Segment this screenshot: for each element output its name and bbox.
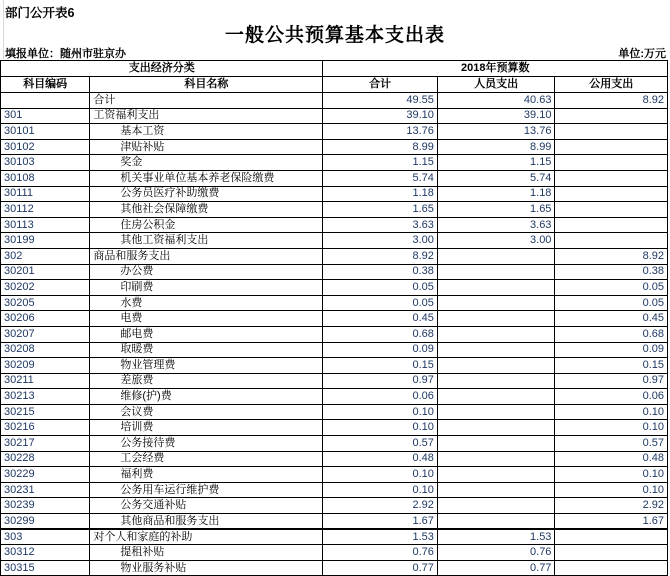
cell-total: 2.92 (323, 498, 438, 514)
cell-public (555, 155, 668, 171)
cell-code: 30206 (1, 311, 90, 327)
cell-total: 3.00 (323, 233, 438, 249)
cell-name: 电费 (90, 311, 323, 327)
cell-personnel: 1.65 (437, 202, 555, 218)
table-row (1, 186, 668, 202)
table-row (1, 342, 668, 358)
cell-name: 公务用车运行维护费 (90, 482, 323, 498)
cell-name: 福利费 (90, 467, 323, 483)
cell-code: 303 (1, 529, 90, 545)
cell-personnel (437, 389, 555, 405)
cell-personnel: 13.76 (437, 124, 555, 140)
cell-personnel (437, 358, 555, 374)
cell-total: 0.15 (323, 358, 438, 374)
cell-name: 基本工资 (90, 124, 323, 140)
cell-total: 0.05 (323, 280, 438, 296)
cell-total: 0.10 (323, 467, 438, 483)
cell-public: 0.48 (555, 451, 668, 467)
cell-public: 0.06 (555, 389, 668, 405)
cell-total: 0.10 (323, 404, 438, 420)
cell-personnel (437, 342, 555, 358)
cell-public: 0.10 (555, 482, 668, 498)
cell-code: 30112 (1, 202, 90, 218)
cell-code: 30228 (1, 451, 90, 467)
cell-name: 办公费 (90, 264, 323, 280)
cell-code: 30209 (1, 358, 90, 374)
header-group-classification: 支出经济分类 (1, 61, 323, 77)
cell-public (555, 108, 668, 124)
cell-total: 5.74 (323, 170, 438, 186)
table-row (1, 326, 668, 342)
cell-name: 奖金 (90, 155, 323, 171)
cell-public (555, 233, 668, 249)
table-row (1, 108, 668, 124)
cell-name: 邮电费 (90, 326, 323, 342)
cell-total: 39.10 (323, 108, 438, 124)
cell-personnel: 40.63 (437, 93, 555, 109)
cell-total: 1.67 (323, 514, 438, 530)
table-row (1, 451, 668, 467)
cell-public: 0.10 (555, 467, 668, 483)
cell-name: 其他社会保障缴费 (90, 202, 323, 218)
cell-name: 商品和服务支出 (90, 248, 323, 264)
cell-code: 30205 (1, 295, 90, 311)
cell-personnel: 8.99 (437, 139, 555, 155)
cell-code: 30202 (1, 280, 90, 296)
cell-personnel (437, 420, 555, 436)
cell-public: 0.10 (555, 420, 668, 436)
table-row (1, 420, 668, 436)
cell-public: 2.92 (555, 498, 668, 514)
cell-name: 物业管理费 (90, 358, 323, 374)
table-row (1, 124, 668, 140)
table-row (1, 389, 668, 405)
cell-public (555, 170, 668, 186)
cell-total: 0.10 (323, 420, 438, 436)
cell-public (555, 202, 668, 218)
table-row (1, 170, 668, 186)
cell-code: 30215 (1, 404, 90, 420)
table-row (1, 202, 668, 218)
cell-public: 0.68 (555, 326, 668, 342)
cell-total: 0.10 (323, 482, 438, 498)
cell-personnel (437, 451, 555, 467)
cell-code: 30113 (1, 217, 90, 233)
table-body (1, 93, 668, 576)
cell-total: 8.92 (323, 248, 438, 264)
page-title: 一般公共预算基本支出表 (224, 25, 445, 46)
header-col-name: 科目名称 (90, 77, 323, 93)
cell-personnel: 1.18 (437, 186, 555, 202)
cell-personnel (437, 311, 555, 327)
cell-public: 8.92 (555, 93, 668, 109)
cell-public (555, 186, 668, 202)
cell-name: 对个人和家庭的补助 (90, 529, 323, 545)
cell-public: 0.57 (555, 436, 668, 452)
cell-code: 30216 (1, 420, 90, 436)
table-row (1, 93, 668, 109)
cell-public: 8.92 (555, 248, 668, 264)
table-row (1, 295, 668, 311)
cell-code: 30208 (1, 342, 90, 358)
table-row (1, 248, 668, 264)
cell-personnel (437, 373, 555, 389)
cell-code (1, 93, 90, 109)
cell-total: 0.97 (323, 373, 438, 389)
cell-public: 0.10 (555, 404, 668, 420)
cell-name: 培训费 (90, 420, 323, 436)
cell-code: 30229 (1, 467, 90, 483)
cell-total: 0.05 (323, 295, 438, 311)
header-col-code: 科目编码 (1, 77, 90, 93)
cell-code: 30312 (1, 545, 90, 561)
cell-personnel: 0.76 (437, 545, 555, 561)
cell-code: 30211 (1, 373, 90, 389)
cell-total: 0.76 (323, 545, 438, 561)
corner-table-label: 部门公开表6 (5, 6, 75, 20)
cell-name: 公务交通补贴 (90, 498, 323, 514)
cell-personnel (437, 295, 555, 311)
table-row (1, 217, 668, 233)
cell-personnel (437, 404, 555, 420)
header-group-row (1, 61, 668, 77)
cell-name: 工会经费 (90, 451, 323, 467)
cell-code: 30315 (1, 560, 90, 576)
cell-total: 1.53 (323, 529, 438, 545)
cell-code: 30217 (1, 436, 90, 452)
cell-name: 物业服务补贴 (90, 560, 323, 576)
cell-code: 30102 (1, 139, 90, 155)
cell-name: 印刷费 (90, 280, 323, 296)
cell-total: 1.18 (323, 186, 438, 202)
cell-code: 301 (1, 108, 90, 124)
cell-public: 0.05 (555, 295, 668, 311)
cell-name: 其他工资福利支出 (90, 233, 323, 249)
cell-total: 0.68 (323, 326, 438, 342)
cell-name: 水费 (90, 295, 323, 311)
cell-name: 其他商品和服务支出 (90, 514, 323, 530)
table-row (1, 436, 668, 452)
table-row (1, 155, 668, 171)
cell-code: 30239 (1, 498, 90, 514)
budget-table (0, 60, 668, 576)
cell-personnel (437, 498, 555, 514)
cell-name: 取暖费 (90, 342, 323, 358)
cell-public (555, 217, 668, 233)
cell-code: 30103 (1, 155, 90, 171)
cell-personnel (437, 514, 555, 530)
cell-personnel (437, 467, 555, 483)
cell-total: 1.15 (323, 155, 438, 171)
cell-name: 津贴补贴 (90, 139, 323, 155)
cell-total: 49.55 (323, 93, 438, 109)
cell-code: 30299 (1, 514, 90, 530)
cell-total: 0.77 (323, 560, 438, 576)
cell-total: 13.76 (323, 124, 438, 140)
cell-public: 1.67 (555, 514, 668, 530)
cell-name: 合计 (90, 93, 323, 109)
cell-public (555, 529, 668, 545)
cell-total: 0.09 (323, 342, 438, 358)
table-row (1, 482, 668, 498)
cell-name: 住房公积金 (90, 217, 323, 233)
cell-personnel (437, 436, 555, 452)
cell-total: 3.63 (323, 217, 438, 233)
reporting-unit-label: 填报单位：随州市驻京办 (5, 48, 126, 60)
table-row (1, 498, 668, 514)
cell-name: 工资福利支出 (90, 108, 323, 124)
cell-public: 0.09 (555, 342, 668, 358)
cell-total: 8.99 (323, 139, 438, 155)
header-col-public: 公用支出 (555, 77, 668, 93)
header-col-total: 合计 (323, 77, 438, 93)
cell-personnel: 0.77 (437, 560, 555, 576)
unit-note-label: 单位:万元 (618, 48, 666, 60)
cell-name: 维修(护)费 (90, 389, 323, 405)
table-row (1, 404, 668, 420)
cell-code: 30207 (1, 326, 90, 342)
table-row (1, 139, 668, 155)
cell-total: 0.38 (323, 264, 438, 280)
cell-public: 0.15 (555, 358, 668, 374)
table-row (1, 514, 668, 530)
cell-personnel (437, 326, 555, 342)
cell-code: 30201 (1, 264, 90, 280)
cell-code: 30101 (1, 124, 90, 140)
cell-name: 公务员医疗补助缴费 (90, 186, 323, 202)
cell-public: 0.38 (555, 264, 668, 280)
cell-name: 差旅费 (90, 373, 323, 389)
table-row (1, 529, 668, 545)
cell-personnel: 3.00 (437, 233, 555, 249)
cell-total: 0.06 (323, 389, 438, 405)
cell-name: 机关事业单位基本养老保险缴费 (90, 170, 323, 186)
header-group-budget: 2018年预算数 (323, 61, 668, 77)
cell-personnel: 1.15 (437, 155, 555, 171)
cell-code: 30231 (1, 482, 90, 498)
cell-public (555, 124, 668, 140)
cell-total: 1.65 (323, 202, 438, 218)
cell-personnel (437, 248, 555, 264)
table-header (1, 61, 668, 93)
cell-name: 提租补贴 (90, 545, 323, 561)
table-row (1, 467, 668, 483)
cell-personnel: 1.53 (437, 529, 555, 545)
header-columns-row (1, 77, 668, 93)
table-row (1, 545, 668, 561)
cell-code: 30108 (1, 170, 90, 186)
cell-name: 公务接待费 (90, 436, 323, 452)
cell-personnel (437, 264, 555, 280)
table-row (1, 280, 668, 296)
cell-total: 0.48 (323, 451, 438, 467)
cell-code: 30213 (1, 389, 90, 405)
meta-row (0, 45, 670, 61)
table-row (1, 233, 668, 249)
cell-code: 30199 (1, 233, 90, 249)
cell-personnel: 5.74 (437, 170, 555, 186)
table-row (1, 264, 668, 280)
header-col-personnel: 人员支出 (437, 77, 555, 93)
table-row (1, 373, 668, 389)
cell-total: 0.45 (323, 311, 438, 327)
cell-code: 302 (1, 248, 90, 264)
cell-total: 0.57 (323, 436, 438, 452)
cell-public: 0.45 (555, 311, 668, 327)
cell-public: 0.05 (555, 280, 668, 296)
cell-personnel (437, 482, 555, 498)
table-row (1, 358, 668, 374)
cell-personnel: 3.63 (437, 217, 555, 233)
cell-code: 30111 (1, 186, 90, 202)
table-row (1, 311, 668, 327)
cell-public (555, 139, 668, 155)
cell-personnel (437, 280, 555, 296)
cell-name: 会议费 (90, 404, 323, 420)
cell-personnel: 39.10 (437, 108, 555, 124)
cell-public (555, 545, 668, 561)
cell-public: 0.97 (555, 373, 668, 389)
